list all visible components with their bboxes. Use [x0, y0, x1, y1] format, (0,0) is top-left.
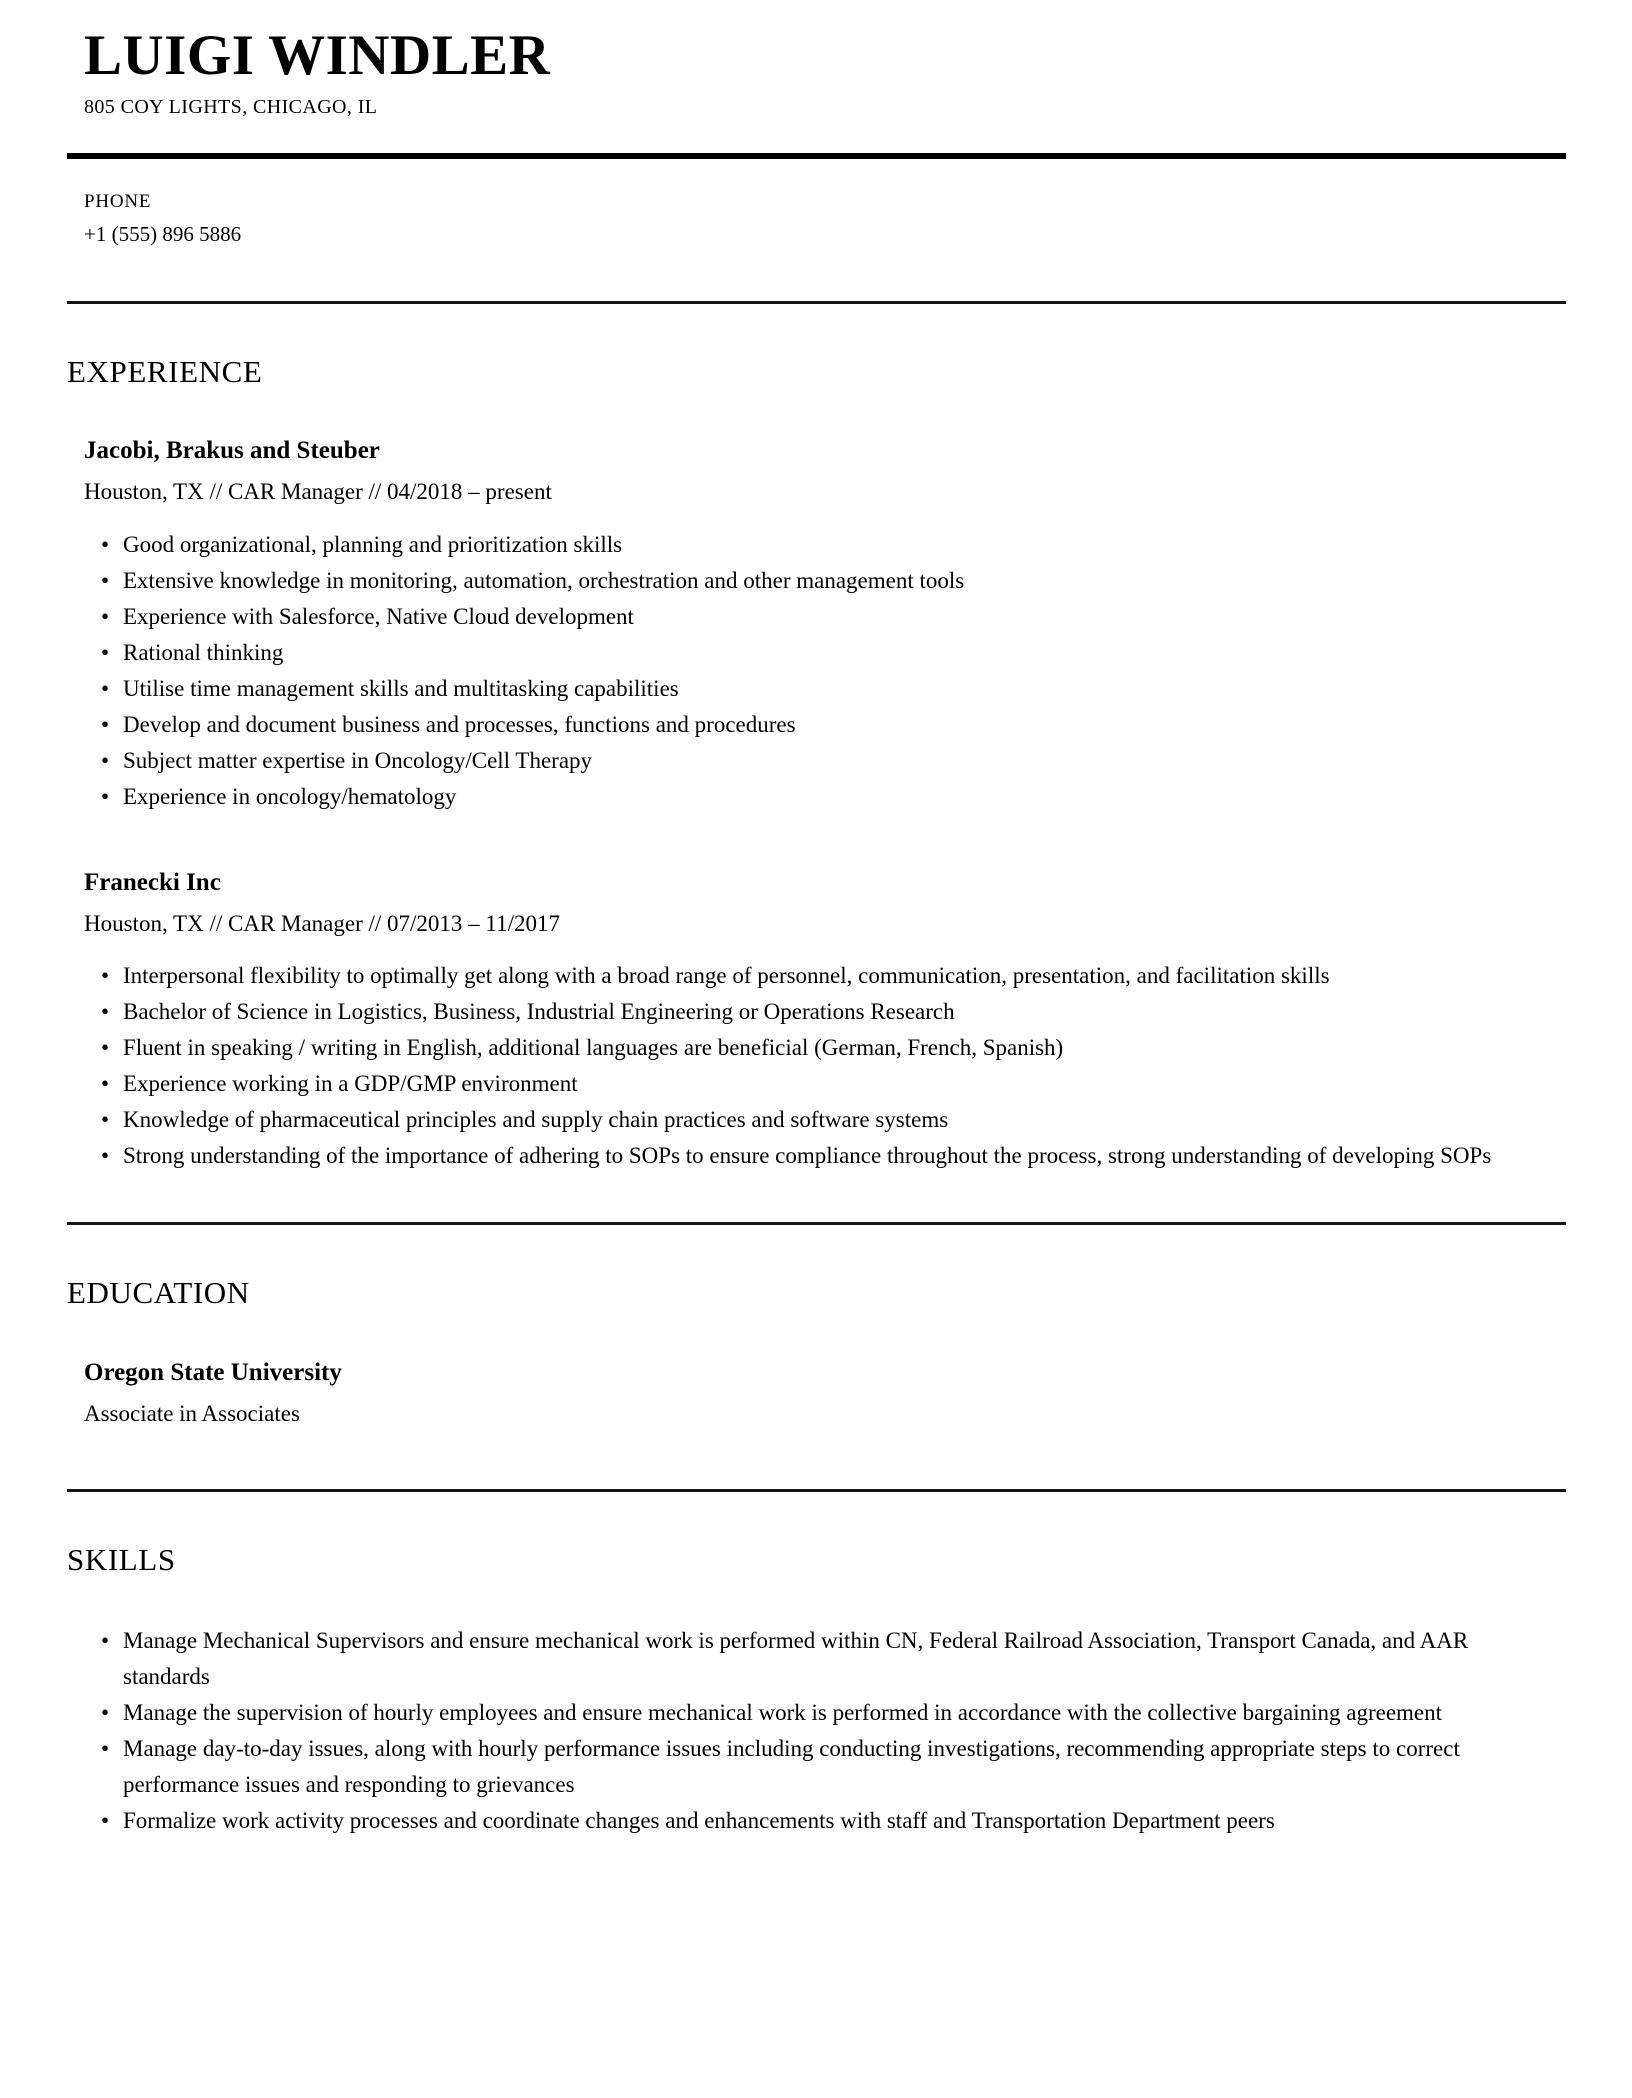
job-bullet-list: [84, 527, 1504, 815]
experience-section: [67, 354, 1566, 1174]
education-section-title: EDUCATION: [67, 1275, 250, 1311]
job-entry: [84, 869, 1566, 1174]
skill-bullet: • Manage the supervision of hourly employees and ensure mechanical work is performed in accordance with the collective bargaining agreement: [84, 1695, 1503, 1731]
education-entry: [84, 1359, 1566, 1427]
candidate-name: LUIGI WINDLER: [84, 24, 551, 87]
job-bullet: • Fluent in speaking / writing in English, additional languages are beneficial (German, French, Spanish): [84, 1030, 1503, 1066]
job-company: Franecki Inc: [84, 868, 221, 896]
job-meta: Houston, TX // CAR Manager // 07/2013 – 11/2017: [84, 910, 560, 936]
job-bullet: • Experience working in a GDP/GMP environment: [84, 1066, 1503, 1102]
skill-bullet: • Formalize work activity processes and coordinate changes and enhancements with staff and Transportation Department peers: [84, 1803, 1503, 1839]
phone-label: PHONE: [84, 190, 152, 212]
job-bullet: • Experience in oncology/hematology: [84, 779, 1503, 815]
education-school: Oregon State University: [84, 1358, 342, 1386]
section-divider: [67, 1489, 1566, 1492]
job-bullet: • Strong understanding of the importance of adhering to SOPs to ensure compliance throughout the process, strong understanding of developing SOPs: [84, 1138, 1503, 1174]
skill-bullet: • Manage Mechanical Supervisors and ensure mechanical work is performed within CN, Federal Railroad Association, Transport Canada, and AAR standards: [84, 1623, 1503, 1695]
education-degree: Associate in Associates: [84, 1400, 300, 1426]
resume-header: [67, 24, 1566, 119]
section-divider: [67, 301, 1566, 304]
phone-number: +1 (555) 896 5886: [84, 221, 242, 246]
job-bullet: • Subject matter expertise in Oncology/Cell Therapy: [84, 743, 1503, 779]
experience-section-title: EXPERIENCE: [67, 353, 263, 389]
job-bullet: • Develop and document business and processes, functions and procedures: [84, 707, 1503, 743]
candidate-address: 805 COY LIGHTS, CHICAGO, IL: [84, 95, 378, 118]
job-bullet: • Experience with Salesforce, Native Cloud development: [84, 599, 1503, 635]
skills-bullet-list: [84, 1623, 1504, 1839]
job-entry: [84, 437, 1566, 814]
job-bullet: • Rational thinking: [84, 635, 1503, 671]
job-meta: Houston, TX // CAR Manager // 04/2018 – present: [84, 479, 552, 505]
job-bullet: • Interpersonal flexibility to optimally get along with a broad range of personnel, communication, presentation, and facilitation skills: [84, 958, 1503, 994]
job-bullet: • Bachelor of Science in Logistics, Business, Industrial Engineering or Operations Research: [84, 994, 1503, 1030]
job-company: Jacobi, Brakus and Steuber: [84, 437, 380, 465]
job-bullet-list: [84, 958, 1504, 1174]
job-bullet: • Utilise time management skills and multitasking capabilities: [84, 671, 1503, 707]
header-divider: [67, 153, 1566, 159]
education-section: [67, 1275, 1566, 1426]
section-divider: [67, 1222, 1566, 1225]
contact-section: [84, 191, 1566, 247]
job-bullet: • Extensive knowledge in monitoring, automation, orchestration and other management tools: [84, 563, 1503, 599]
job-bullet: • Knowledge of pharmaceutical principles and supply chain practices and software systems: [84, 1102, 1503, 1138]
skill-bullet: • Manage day-to-day issues, along with hourly performance issues including conducting investigations, recommending appropriate steps to correct performance issues and responding to grievances: [84, 1731, 1503, 1803]
skills-section-title: SKILLS: [67, 1541, 176, 1577]
job-bullet: • Good organizational, planning and prioritization skills: [84, 527, 1503, 563]
skills-section: [67, 1542, 1566, 1840]
